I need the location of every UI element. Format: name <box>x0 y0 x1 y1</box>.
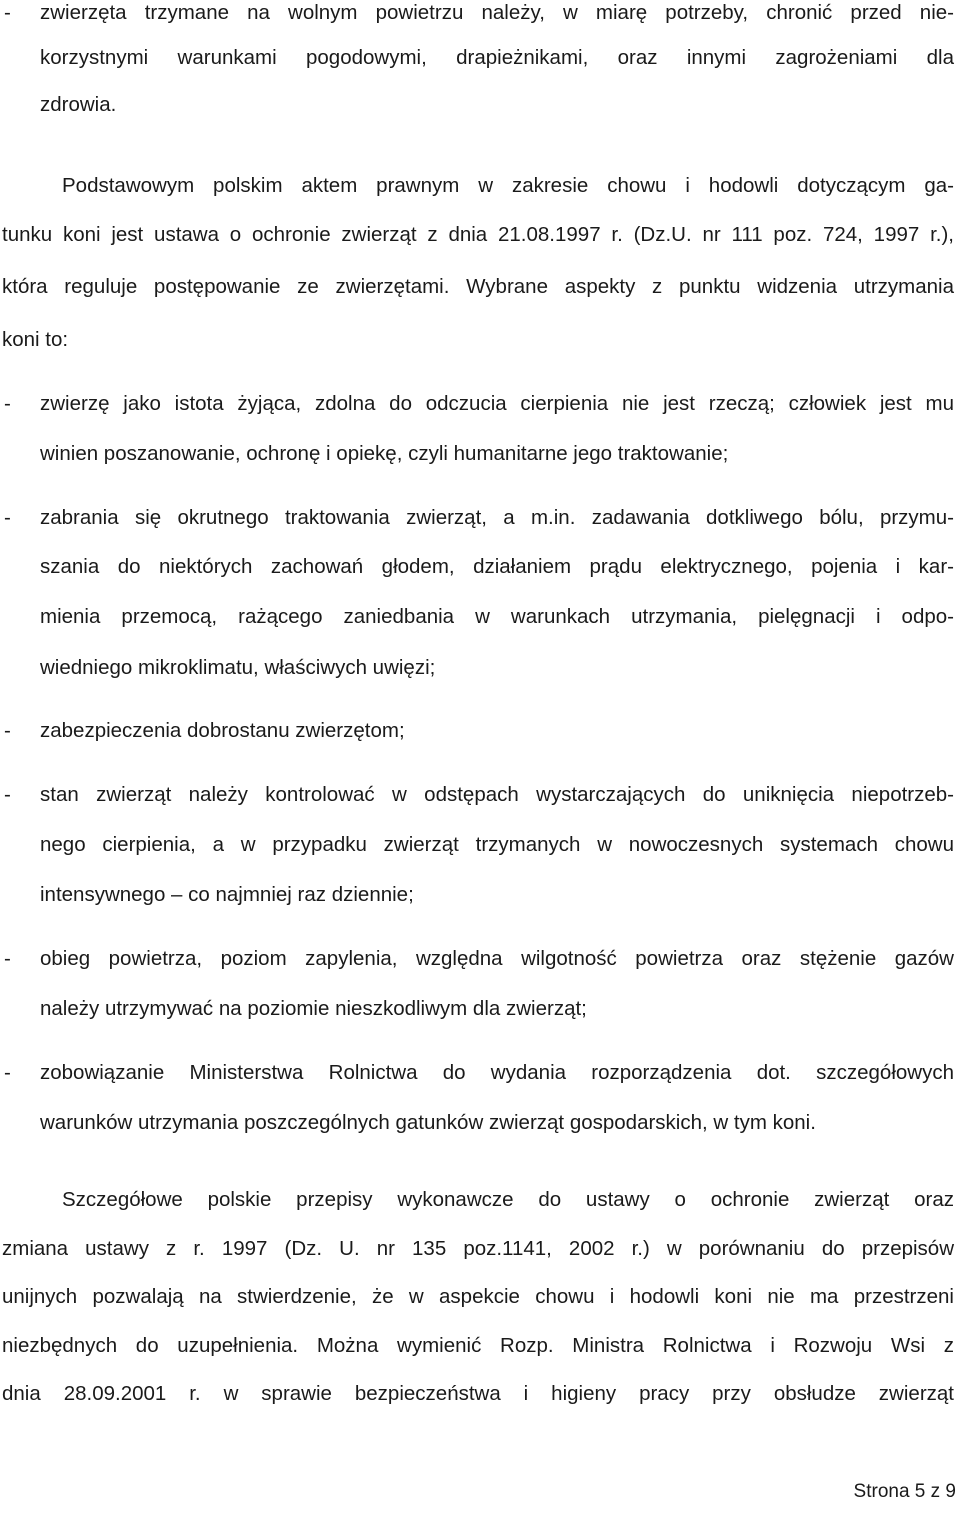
text-line: koni to: <box>2 328 69 351</box>
text-line: korzystnymi warunkami pogodowymi, drapieżnikami, oraz innymi zagrożeniami dla <box>40 46 954 69</box>
text-line: zobowiązanie Ministerstwa Rolnictwa do wydania rozporządzenia dot. szczegółowych <box>40 1061 954 1084</box>
list-dash: - <box>4 947 11 970</box>
text-line: mienia przemocą, rażącego zaniedbania w warunkach utrzymania, pielęgnacji i odpo- <box>40 605 954 628</box>
page-number: Strona 5 z 9 <box>853 1481 956 1502</box>
text-line: zabrania się okrutnego traktowania zwierząt, a m.in. zadawania dotkliwego bólu, przymu- <box>40 506 954 529</box>
text-line: dnia 28.09.2001 r. w sprawie bezpieczeństwa i higieny pracy przy obsłudze zwierząt <box>2 1382 954 1405</box>
text-line: niezbędnych do uzupełnienia. Można wymienić Rozp. Ministra Rolnictwa i Rozwoju Wsi z <box>2 1334 954 1357</box>
text-line: zwierzęta trzymane na wolnym powietrzu należy, w miarę potrzeby, chronić przed nie- <box>40 1 954 24</box>
text-line: wiedniego mikroklimatu, właściwych uwięzi; <box>40 656 436 679</box>
text-line: stan zwierząt należy kontrolować w odstępach wystarczających do uniknięcia niepotrzeb- <box>40 783 954 806</box>
text-line: nego cierpienia, a w przypadku zwierząt trzymanych w nowoczesnych systemach chowu <box>40 833 954 856</box>
text-line: obieg powietrza, poziom zapylenia, względna wilgotność powietrza oraz stężenie gazów <box>40 947 954 970</box>
text-line: należy utrzymywać na poziomie nieszkodliwym dla zwierząt; <box>40 997 587 1020</box>
list-dash: - <box>4 392 11 415</box>
text-line: unijnych pozwalają na stwierdzenie, że w aspekcie chowu i hodowli koni nie ma przestrzeni <box>2 1285 954 1308</box>
text-line: zdrowia. <box>40 93 117 116</box>
text-line: warunków utrzymania poszczególnych gatunków zwierząt gospodarskich, w tym koni. <box>40 1111 816 1134</box>
list-dash: - <box>4 1061 11 1084</box>
text-line: która reguluje postępowanie ze zwierzętami. Wybrane aspekty z punktu widzenia utrzymania <box>2 275 954 298</box>
list-dash: - <box>4 506 11 529</box>
text-line: Podstawowym polskim aktem prawnym w zakresie chowu i hodowli dotyczącym ga- <box>62 174 954 197</box>
text-line: Szczegółowe polskie przepisy wykonawcze do ustawy o ochronie zwierząt oraz <box>62 1188 954 1211</box>
list-dash: - <box>4 1 11 24</box>
list-dash: - <box>4 719 11 742</box>
text-line: zmiana ustawy z r. 1997 (Dz. U. nr 135 poz.1141, 2002 r.) w porównaniu do przepisów <box>2 1237 954 1260</box>
text-line: szania do niektórych zachowań głodem, działaniem prądu elektrycznego, pojenia i kar- <box>40 555 954 578</box>
text-line: tunku koni jest ustawa o ochronie zwierząt z dnia 21.08.1997 r. (Dz.U. nr 111 poz. 724, 1997 r.), <box>2 223 954 246</box>
text-line: intensywnego – co najmniej raz dziennie; <box>40 883 414 906</box>
text-line: winien poszanowanie, ochronę i opiekę, czyli humanitarne jego traktowanie; <box>40 442 729 465</box>
text-line: zabezpieczenia dobrostanu zwierzętom; <box>40 719 405 742</box>
text-line: zwierzę jako istota żyjąca, zdolna do odczucia cierpienia nie jest rzeczą; człowiek jest mu <box>40 392 954 415</box>
list-dash: - <box>4 783 11 806</box>
